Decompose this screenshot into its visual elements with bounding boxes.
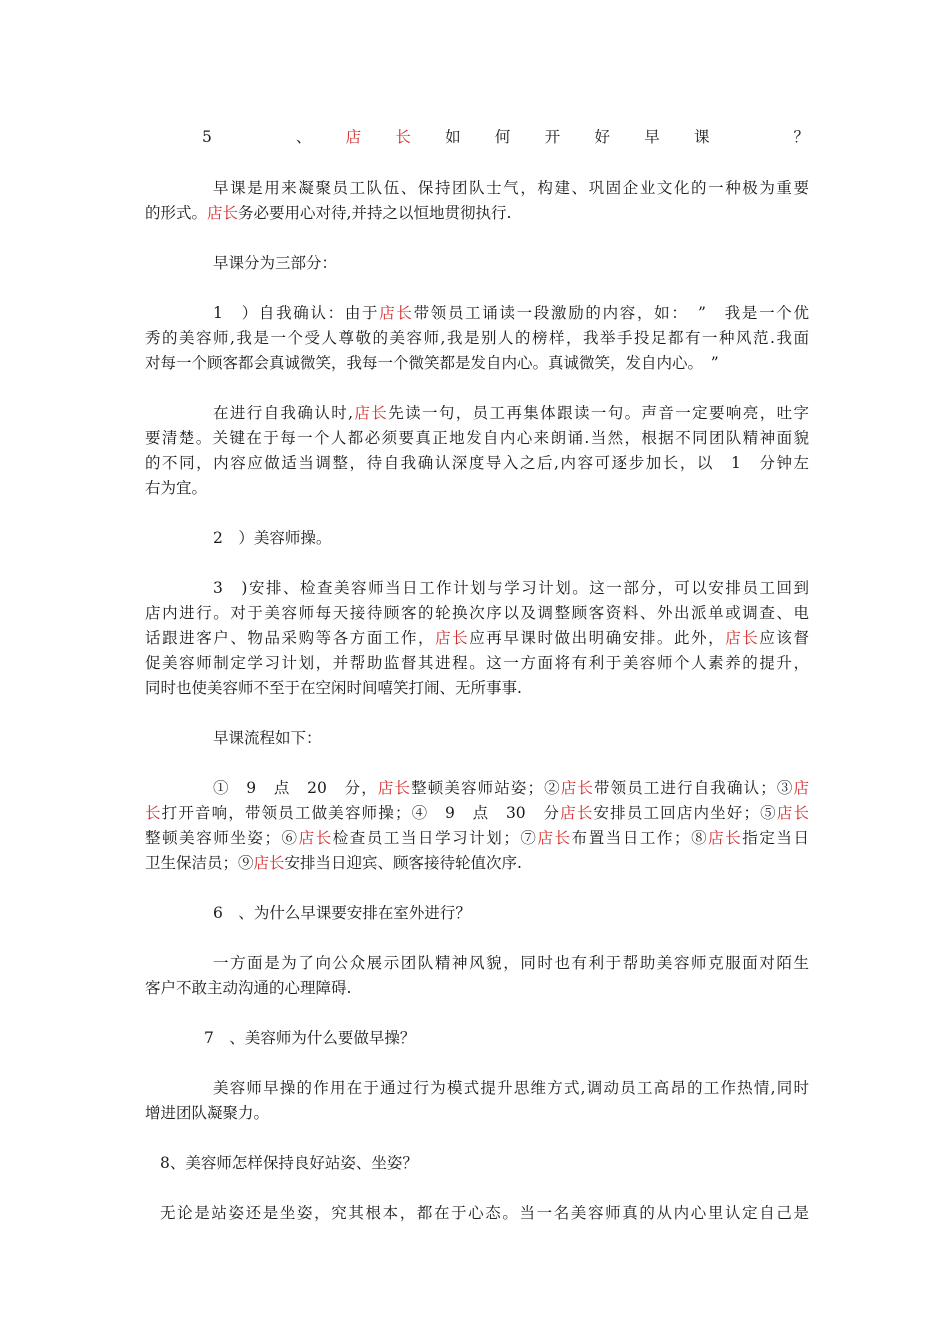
text-line	[213, 728, 809, 748]
text-segment: 在进行自我确认时,	[213, 404, 354, 422]
text-line	[213, 903, 809, 923]
text-line	[213, 303, 809, 323]
text-line	[145, 428, 809, 448]
highlight-term: 店	[793, 779, 809, 797]
text-line	[145, 1103, 809, 1123]
text-line	[213, 778, 809, 798]
text-segment: 对每一个顾客都会真诚微笑，我每一个微笑都是发自内心。真诚微笑，发自内心。 ”	[145, 354, 719, 372]
text-segment: 要清楚。关键在于每一个人都必须要真正地发自内心来朗诵.当然，根据不同团队精神面貌	[145, 429, 809, 447]
text-segment: 增进团队凝聚力。	[145, 1104, 270, 1122]
highlight-term: 店长	[207, 204, 239, 222]
text-segment: 早课分为三部分：	[213, 254, 338, 272]
text-segment: 指定当日	[742, 829, 809, 847]
text-line	[213, 403, 809, 423]
text-segment: 早课是用来凝聚员工队伍、保持团队士气，构建、巩固企业文化的一种极为重要	[213, 179, 809, 197]
text-segment: 检查员工当日学习计划；⑦	[332, 829, 538, 847]
highlight-term: 店长	[560, 779, 594, 797]
text-line	[213, 253, 809, 273]
text-segment: 务必要用心对待,并持之以恒地贯彻执行.	[238, 204, 512, 222]
highlight-term: 长	[145, 804, 162, 822]
text-segment: 6 、为什么早课要安排在室外进行？	[213, 904, 471, 922]
text-segment: 1 ）自我确认：由于	[213, 304, 380, 322]
text-line	[145, 853, 809, 873]
text-segment: 促美容师制定学习计划，并帮助监督其进程。这一方面将有利于美容师个人素养的提升，	[145, 654, 809, 672]
highlight-term: 店长	[708, 829, 743, 847]
highlight-term: 店长	[776, 804, 809, 822]
text-line	[145, 803, 809, 823]
text-segment: 2 ）美容师操。	[213, 529, 332, 547]
text-segment: 带领员工进行自我确认；③	[593, 779, 794, 797]
text-segment: 先读一句，员工再集体跟读一句。声音一定要响亮，吐字	[388, 404, 809, 422]
text-segment: 整顿美容师站姿；②	[411, 779, 561, 797]
text-line	[145, 328, 809, 348]
text-line	[145, 653, 809, 673]
text-segment: 话跟进客户、物品采购等各方面工作，	[145, 629, 436, 647]
text-segment: 卫生保洁员；⑨	[145, 854, 254, 872]
text-line	[145, 453, 809, 473]
text-segment: 如何开好早课 ？	[445, 128, 809, 146]
text-line	[213, 528, 809, 548]
highlight-term: 店长	[537, 829, 572, 847]
text-segment: 整顿美容师坐姿；⑥	[145, 829, 299, 847]
text-line	[213, 578, 809, 598]
highlight-term: 店长	[298, 829, 333, 847]
text-line	[202, 127, 809, 147]
text-segment: 8、美容师怎样保持良好站姿、坐姿？	[160, 1154, 418, 1172]
text-segment: 7 、美容师为什么要做早操？	[204, 1029, 416, 1047]
text-line	[145, 978, 809, 998]
text-segment: 美容师早操的作用在于通过行为模式提升思维方式,调动员工高昂的工作热情,同时	[213, 1079, 809, 1097]
text-segment: ① 9 点 20 分，	[213, 779, 378, 797]
text-line	[204, 1028, 809, 1048]
text-line	[213, 953, 809, 973]
text-line	[213, 178, 809, 198]
text-segment: 布置当日工作；⑧	[571, 829, 709, 847]
text-segment: 一方面是为了向公众展示团队精神风貌，同时也有利于帮助美容师克服面对陌生	[213, 954, 809, 972]
highlight-term: 店长	[435, 629, 470, 647]
highlight-term: 店长	[353, 404, 389, 422]
text-line	[145, 603, 809, 623]
highlight-term: 店长	[560, 804, 594, 822]
text-line	[145, 628, 809, 648]
text-segment: 安排当日迎宾、顾客接待轮值次序.	[284, 854, 522, 872]
text-segment: 的形式。	[145, 204, 208, 222]
text-line	[145, 353, 809, 373]
text-segment: 的不同，内容应做适当调整，待自我确认深度导入之后,内容可逐步加长，以 1 分钟左	[145, 454, 809, 472]
text-line	[213, 1078, 809, 1098]
text-line	[145, 828, 809, 848]
text-segment: 客户不敢主动沟通的心理障碍.	[145, 979, 352, 997]
highlight-term: 店长	[379, 304, 414, 322]
highlight-term: 店长	[377, 779, 412, 797]
highlight-term: 店长	[253, 854, 285, 872]
text-segment: 3 )安排、检查美容师当日工作计划与学习计划。这一部分，可以安排员工回到	[213, 579, 809, 597]
highlight-term: 店长	[345, 128, 446, 146]
text-line	[160, 1153, 809, 1173]
text-segment: 安排员工回店内坐好；⑤	[593, 804, 777, 822]
text-segment: 右为宜。	[145, 479, 208, 497]
text-segment: 同时也使美容师不至于在空闲时间嘻笑打闹、无所事事.	[145, 679, 522, 697]
text-line	[145, 678, 809, 698]
text-segment: 带领员工诵读一段激励的内容，如： ” 我是一个优	[413, 304, 809, 322]
text-segment: 打开音响，带领员工做美容师操；④ 9 点 30 分	[161, 804, 561, 822]
text-line	[160, 1203, 809, 1223]
text-segment: 秀的美容师,我是一个受人尊敬的美容师,我是别人的榜样，我举手投足都有一种风范.我面	[145, 329, 809, 347]
text-segment: 店内进行。对于美容师每天接待顾客的轮换次序以及调整顾客资料、外出派单或调查、电	[145, 604, 809, 622]
text-line	[145, 478, 809, 498]
text-segment: 无论是站姿还是坐姿，究其根本，都在于心态。当一名美容师真的从内心里认定自己是	[160, 1204, 809, 1222]
text-segment: 应该督	[759, 629, 809, 647]
text-line	[145, 203, 809, 223]
text-segment: 早课流程如下：	[213, 729, 322, 747]
highlight-term: 店长	[725, 629, 760, 647]
text-segment: 5 、	[202, 128, 346, 146]
text-segment: 应再早课时做出明确安排。此外，	[469, 629, 726, 647]
